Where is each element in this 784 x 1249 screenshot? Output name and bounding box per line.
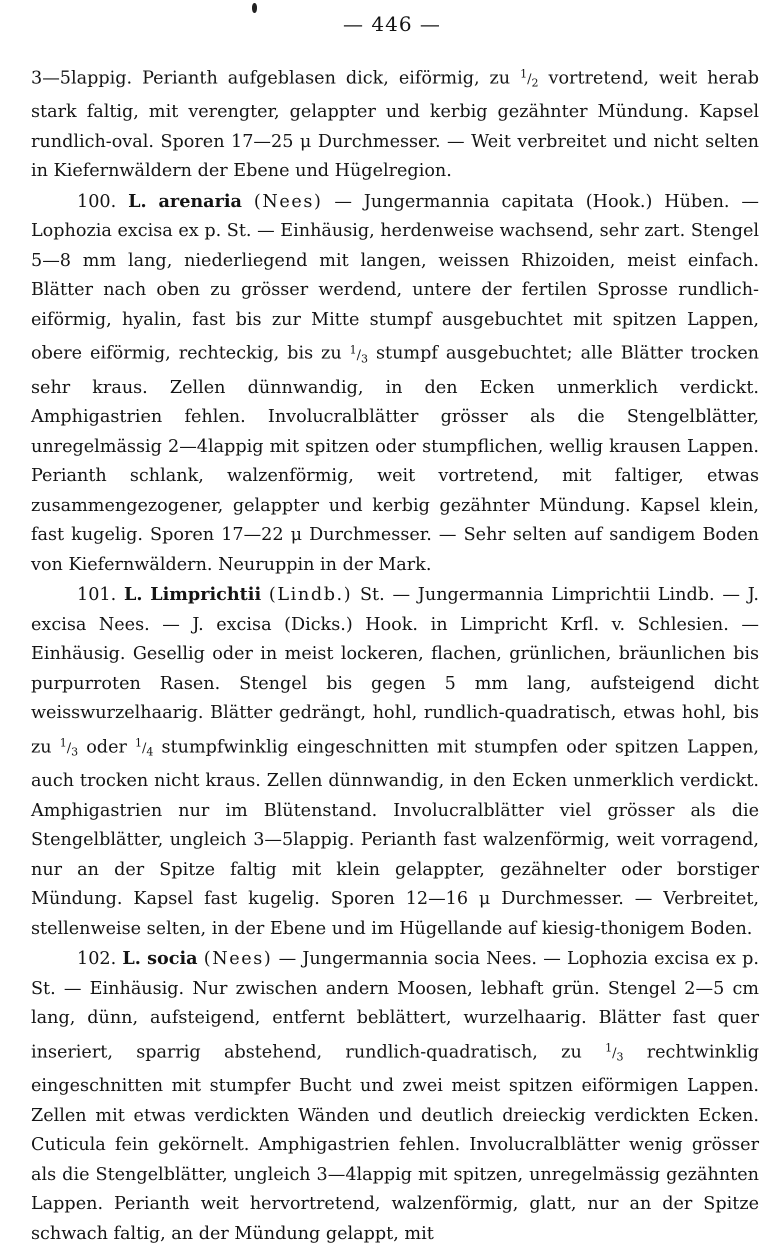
entry-101-text-b: oder [86, 737, 127, 758]
entry-102-species: socia [147, 948, 198, 970]
p0-text-b: vortretend, weit herab stark faltig, mit verengter, gelappter und kerbig gezähnter Mündung. Kapsel rundlich-oval. Sporen 17—25 μ Durchmesser. — Weit verbreitet und nicht selten in Kiefernwäldern der Ebene und Hügelregion. [31, 68, 760, 182]
entry-101 [31, 580, 759, 944]
entry-100-species: arenaria [158, 190, 242, 212]
entry-101-text-c: stumpfwinklig eingeschnitten mit stumpfen oder spitzen Lappen, auch trocken nicht kraus. Zellen dünnwandig, in den Ecken unmerklich verdickt. Amphigastrien nur im Blütenstand. Involucralblätter viel grösser als die Stengelblätter, ungleich 3—5lappig. Perianth fast walzenförmig, weit vorragend, nur an der Spitze faltig mit klein gelappter, gezähnelter oder borstiger Mündung. Kapsel fast kugelig. Sporen 12—16 μ Durchmesser. — Verbreitet, stellenweise selten, in der Ebene und im Hügellande auf kiesig-thonigem Boden. [31, 737, 760, 939]
entry-102-genus: L. [122, 948, 141, 970]
entry-101-author: (Lindb.) [268, 585, 353, 606]
page-body [31, 60, 759, 1249]
fraction-half: $^1/_2$ [520, 68, 539, 90]
entry-101-genus: L. [123, 584, 143, 606]
fraction-third: $^1/_3$ [349, 343, 369, 366]
entry-100-number: 100. [77, 191, 117, 212]
entry-101-text-a: St. — Jungermannia Limprichtii Lindb. — J. excisa Nees. — J. excisa (Dicks.) Hook. in Limpricht Krfl. v. Schlesien. — Einhäusig. Gesellig oder in meist lockeren, flachen, grünlichen, bräunlichen bis purpurroten Rasen. Stengel bis gegen 5 mm lang, aufsteigend dicht weisswurzelhaarig. Blätter gedrängt, hohl, rundlich-quadratisch, etwas hohl, bis zu [31, 585, 760, 758]
fraction-fourth: $^1/_4$ [135, 736, 154, 759]
fraction-third: $^1/_3$ [59, 736, 79, 759]
p0-text-a: 3—5lappig. Perianth aufgeblasen dick, eiförmig, zu [31, 68, 511, 89]
entry-100-text-b: stumpf ausgebuchtet; alle Blätter trocken sehr kraus. Zellen dünnwandig, in den Ecken unmerklich verdickt. Amphigastrien fehlen. Involucralblätter grösser als die Stengelblätter, unregelmässig 2—4lappig mit spitzen oder stumpflichen, wellig krausen Lappen. Perianth schlank, walzenförmig, weit vortretend, mit faltiger, etwas zusammengezogener, gelappter und kerbig gezähnter Mündung. Kapsel klein, fast kugelig. Sporen 17—22 μ Durchmesser. — Sehr selten auf sandigem Boden von Kiefernwäldern. Neuruppin in der Mark. [31, 343, 759, 575]
entry-100-author: (Nees) [253, 191, 323, 212]
entry-102-author: (Nees) [203, 949, 273, 970]
entry-102-text-b: rechtwinklig eingeschnitten mit stumpfer Bucht und zwei meist spitzen eiförmigen Lappen. Zellen mit etwas verdickten Wänden und deutlich dreieckig verdickten Ecken. Cuticula fein gekörnelt. Amphigastrien fehlen. Involucralblätter wenig grösser als die Stengelblätter, ungleich 3—4lappig mit spitzen, unregelmässig gezähnten Lappen. Perianth weit hervortretend, walzenförmig, glatt, nur an der Spitze schwach faltig, an der Mündung gelappt, mit [31, 1042, 760, 1244]
entry-101-number: 101. [77, 585, 117, 606]
entry-100-text-a: — Jungermannia capitata (Hook.) Hüben. — Lophozia excisa ex p. St. — Einhäusig, herdenweise wachsend, sehr zart. Stengel 5—8 mm lang, niederliegend mit langen, weissen Rhizoiden, meist einfach. Blätter nach oben zu grösser werdend, untere der fertilen Sprosse rundlich-eiförmig, hyalin, fast bis zur Mitte stumpf ausgebuchtet mit spitzen Lappen, obere eiförmig, rechteckig, bis zu [31, 191, 760, 364]
entry-101-species: Limprichtii [150, 584, 262, 606]
fraction-third: $^1/_3$ [605, 1041, 624, 1064]
entry-102-number: 102. [77, 949, 117, 970]
entry-102 [31, 944, 759, 1249]
entry-102-text-a: — Jungermannia socia Nees. — Lophozia excisa ex p. St. — Einhäusig. Nur zwischen andern Moosen, lebhaft grün. Stengel 2—5 cm lang, dünn, aufsteigend, entfernt beblättert, wurzelhaarig. Blätter fast quer inseriert, sparrig abstehend, rundlich-quadratisch, zu [31, 949, 760, 1063]
entry-100-genus: L. [128, 190, 147, 212]
paragraph-continuation [31, 60, 759, 187]
entry-100 [31, 187, 759, 580]
page-number: — 446 — [343, 12, 441, 36]
